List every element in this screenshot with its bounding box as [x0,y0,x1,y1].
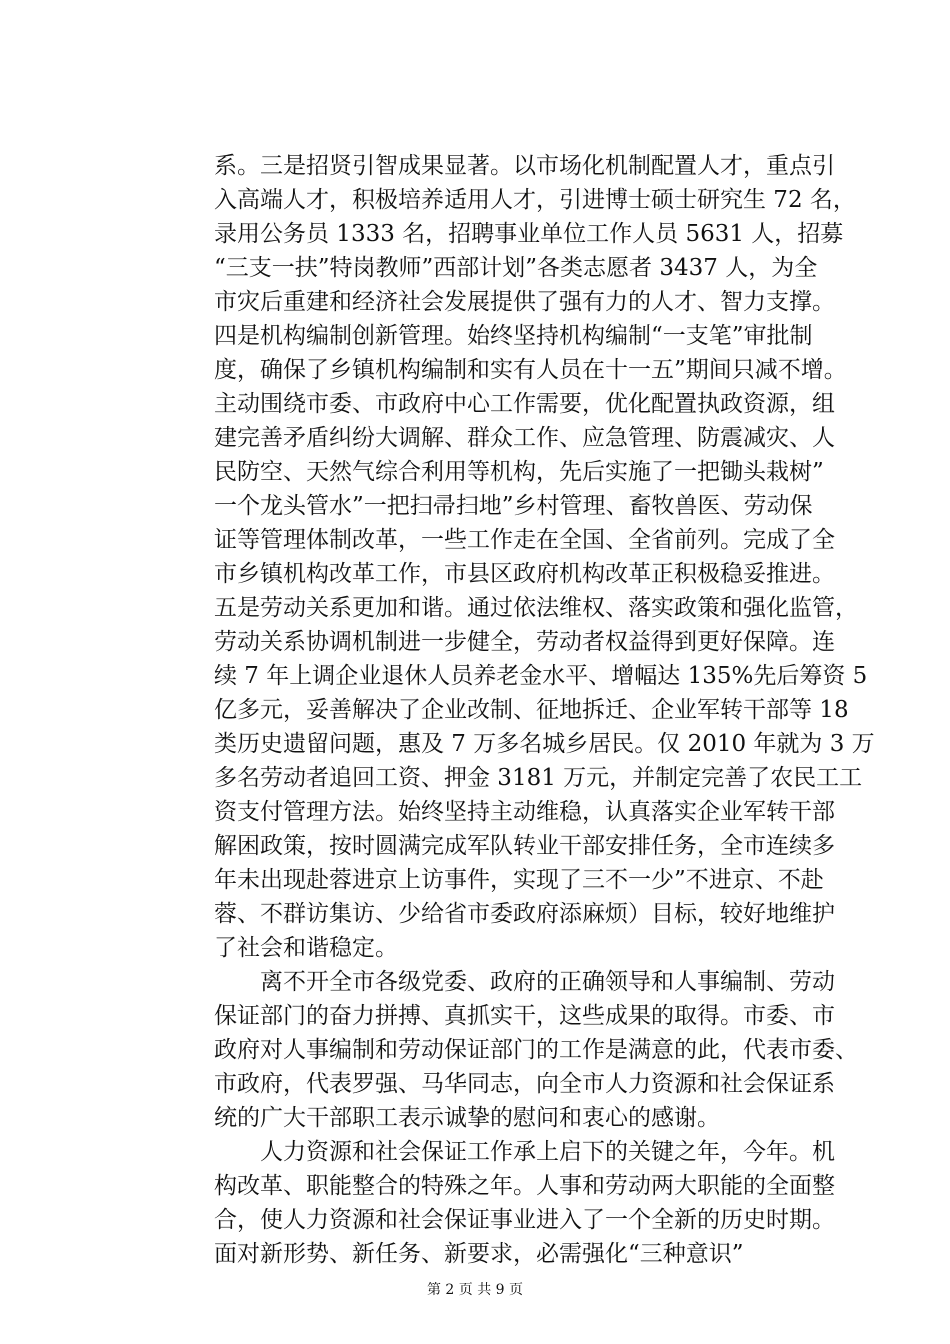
text-line: 入高端人才，积极培养适用人才，引进博士硕士研究生 72 名， [214,187,856,213]
text-line: 四是机构编制创新管理。始终坚持机构编制“一支笔”审批制 [214,323,813,349]
text-line: 离不开全市各级党委、政府的正确领导和人事编制、劳动 [214,969,835,995]
text-line: “三支一扶”特岗教师”西部计划”各类志愿者 3437 人，为全 [214,255,818,281]
text-line: 证等管理体制改革，一些工作走在全国、全省前列。完成了全 [214,527,835,553]
text-line: 多名劳动者追回工资、押金 3181 万元，并制定完善了农民工工 [214,765,863,791]
text-line: 年未出现赴蓉进京上访事件，实现了三不一少”不进京、不赴 [214,867,824,893]
text-line: 亿多元，妥善解决了企业改制、征地拆迁、企业军转干部等 18 [214,697,849,723]
text-line: 构改革、职能整合的特殊之年。人事和劳动两大职能的全面整 [214,1173,835,1199]
text-line: 市政府，代表罗强、马华同志，向全市人力资源和社会保证系 [214,1071,835,1097]
text-line: 了社会和谐稳定。 [214,935,398,961]
text-line: 系。三是招贤引智成果显著。以市场化机制配置人才，重点引 [214,153,835,179]
text-line: 解困政策，按时圆满完成军队转业干部安排任务，全市连续多 [214,833,835,859]
page-footer: 第 2 页 共 9 页 [426,1282,524,1298]
text-line: 劳动关系协调机制进一步健全，劳动者权益得到更好保障。连 [214,629,835,655]
text-line: 资支付管理方法。始终坚持主动维稳，认真落实企业军转干部 [214,799,835,825]
text-line: 度，确保了乡镇机构编制和实有人员在十一五”期间只减不增。 [214,357,847,383]
text-line: 民防空、天然气综合利用等机构，先后实施了一把锄头栽树” [214,459,824,485]
text-line: 市灾后重建和经济社会发展提供了强有力的人才、智力支撑。 [214,289,835,315]
text-line: 合，使人力资源和社会保证事业进入了一个全新的历史时期。 [214,1207,835,1233]
text-line: 续 7 年上调企业退休人员养老金水平、增幅达 135%先后筹资 5 [214,663,868,689]
text-line: 统的广大干部职工表示诚挚的慰问和衷心的感谢。 [214,1105,720,1131]
text-line: 主动围绕市委、市政府中心工作需要，优化配置执政资源，组 [214,391,835,417]
text-line: 建完善矛盾纠纷大调解、群众工作、应急管理、防震减灾、人 [214,425,835,451]
text-line: 一个龙头管水”一把扫帚扫地”乡村管理、畜牧兽医、劳动保 [214,493,813,519]
text-line: 保证部门的奋力拼搏、真抓实干，这些成果的取得。市委、市 [214,1003,835,1029]
text-line: 五是劳动关系更加和谐。通过依法维权、落实政策和强化监管， [214,595,858,621]
text-line: 政府对人事编制和劳动保证部门的工作是满意的此，代表市委、 [214,1037,858,1063]
text-line: 蓉、不群访集访、少给省市委政府添麻烦）目标，较好地维护 [214,901,835,927]
text-line: 类历史遗留问题，惠及 7 万多名城乡居民。仅 2010 年就为 3 万 [214,731,875,757]
text-line: 人力资源和社会保证工作承上启下的关键之年，今年。机 [214,1139,835,1165]
text-line: 录用公务员 1333 名，招聘事业单位工作人员 5631 人，招募 [214,221,844,247]
text-line: 面对新形势、新任务、新要求，必需强化“三种意识” [214,1241,744,1267]
text-line: 市乡镇机构改革工作，市县区政府机构改革正积极稳妥推进。 [214,561,835,587]
